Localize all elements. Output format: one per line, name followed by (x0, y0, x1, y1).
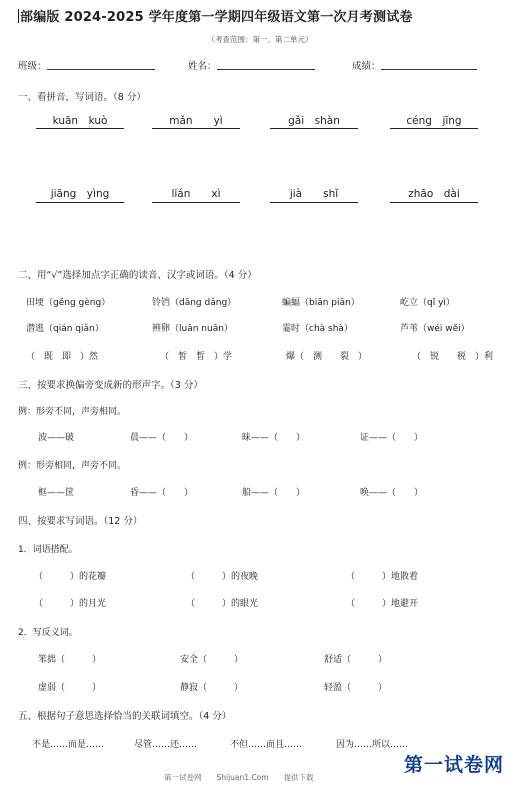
text-cursor (18, 9, 19, 23)
pinyin-item: mǎn yì (169, 115, 223, 127)
choice-item[interactable]: 爆（ 测 裂 ） (286, 352, 368, 362)
radical-item: 波——破 (38, 433, 75, 443)
section-2-heading: 二、用“√”选择加点字正确的读音、汉字或词语。（4 分） (18, 270, 257, 281)
pinyin-item: gǎi shàn (288, 115, 340, 127)
collocation-item[interactable]: （ ）的月光 (34, 599, 107, 609)
collocation-item[interactable]: （ ）的夜晚 (186, 572, 259, 582)
example-note: 例：形旁不同，声旁相同。 (18, 407, 127, 417)
choice-item[interactable]: 霎时（chà shà） (282, 324, 353, 334)
pinyin-item: jià shǐ (289, 188, 339, 200)
collocation-item[interactable]: （ ）地避开 (346, 599, 419, 609)
conjunction-choice: 因为……所以…… (336, 740, 409, 750)
pinyin-item: céng jīng (406, 115, 462, 127)
pinyin-item: jiāng yìng (50, 188, 110, 200)
score-blank[interactable] (381, 60, 477, 70)
exam-title-text: 部编版 2024-2025 学年度第一学期四年级语文第一次月考测试卷 (20, 10, 413, 25)
antonym-item[interactable]: 笨拙（ ） (38, 655, 102, 665)
page-footer: 第一试卷网 Shijuan1.Com 提供下载 (164, 773, 314, 782)
conjunction-choice: 尽管……还…… (134, 740, 198, 750)
answer-line[interactable] (390, 128, 478, 129)
watermark-logo: 第一试卷网 (404, 754, 505, 776)
choice-item[interactable]: 蝙蝠（biān piān） (282, 298, 360, 308)
radical-item[interactable]: 唤——（ ） (360, 488, 424, 498)
radical-item[interactable]: 船——（ ） (242, 488, 306, 498)
conjunction-choice: 不是……而是…… (32, 740, 105, 750)
score-field[interactable] (352, 58, 477, 72)
class-field[interactable] (18, 58, 155, 72)
answer-line[interactable] (152, 128, 240, 129)
answer-line[interactable] (390, 202, 478, 203)
collocation-item[interactable]: （ ）的花瓣 (34, 572, 107, 582)
answer-line[interactable] (36, 128, 124, 129)
answer-line[interactable] (152, 202, 240, 203)
name-label: 姓名： (188, 61, 217, 72)
choice-item[interactable]: （ 皙 晳 ）学 (160, 352, 233, 362)
score-label: 成绩： (352, 61, 381, 72)
question-label: 1．词语搭配。 (18, 545, 78, 555)
collocation-item[interactable]: （ ）地散着 (346, 572, 419, 582)
section-1-heading: 一、看拼音，写词语。（8 分） (18, 92, 146, 103)
antonym-item[interactable]: 静寂（ ） (180, 683, 244, 693)
conjunction-choice: 不但……而且…… (230, 740, 303, 750)
class-label: 班级： (18, 61, 47, 72)
antonym-item[interactable]: 舒适（ ） (324, 655, 388, 665)
pinyin-item: lián xì (171, 188, 221, 200)
antonym-item[interactable]: 安全（ ） (180, 655, 244, 665)
exam-title (18, 6, 413, 25)
choice-item[interactable]: （ 既 即 ）然 (26, 352, 99, 362)
choice-item[interactable]: 铃铛（dāng dǎng） (152, 298, 237, 308)
class-blank[interactable] (47, 60, 155, 70)
name-field[interactable] (188, 58, 315, 72)
antonym-item[interactable]: 虚弱（ ） (38, 683, 102, 693)
radical-item[interactable]: 昏——（ ） (130, 488, 194, 498)
answer-line[interactable] (36, 202, 124, 203)
choice-item[interactable]: 辨卵（luǎn nuǎn） (152, 324, 233, 334)
antonym-item[interactable]: 轻盈（ ） (324, 683, 388, 693)
answer-line[interactable] (270, 128, 358, 129)
pinyin-item: zhāo dài (408, 188, 460, 200)
radical-item[interactable]: 昧——（ ） (242, 433, 306, 443)
section-4-heading: 四、按要求写词语。（12 分） (18, 516, 143, 527)
exam-scope: （考查范围：第一、第二单元） (207, 35, 313, 44)
section-5-heading: 五、根据句子意思选择恰当的关联词填空。（4 分） (18, 711, 232, 722)
choice-item[interactable]: 屹立（qǐ yì） (400, 298, 455, 308)
choice-item[interactable]: 田埂（gěng gèng） (26, 298, 111, 308)
choice-item[interactable]: 潜逃（qián qiǎn） (26, 324, 104, 334)
name-blank[interactable] (217, 60, 315, 70)
example-note: 例：形旁相同，声旁不同。 (18, 461, 127, 471)
radical-item: 框——筐 (38, 488, 75, 498)
question-label: 2．写反义词。 (18, 628, 78, 638)
radical-item[interactable]: 证——（ ） (360, 433, 424, 443)
section-3-heading: 三、按要求换偏旁变成新的形声字。（3 分） (18, 380, 203, 391)
answer-line[interactable] (270, 202, 358, 203)
pinyin-item: kuān kuò (52, 115, 108, 127)
collocation-item[interactable]: （ ）的眼光 (186, 599, 259, 609)
radical-item[interactable]: 晨——（ ） (130, 433, 194, 443)
choice-item[interactable]: 芦苇（wéi wěi） (400, 324, 470, 334)
choice-item[interactable]: （ 锐 税 ）利 (412, 352, 494, 362)
